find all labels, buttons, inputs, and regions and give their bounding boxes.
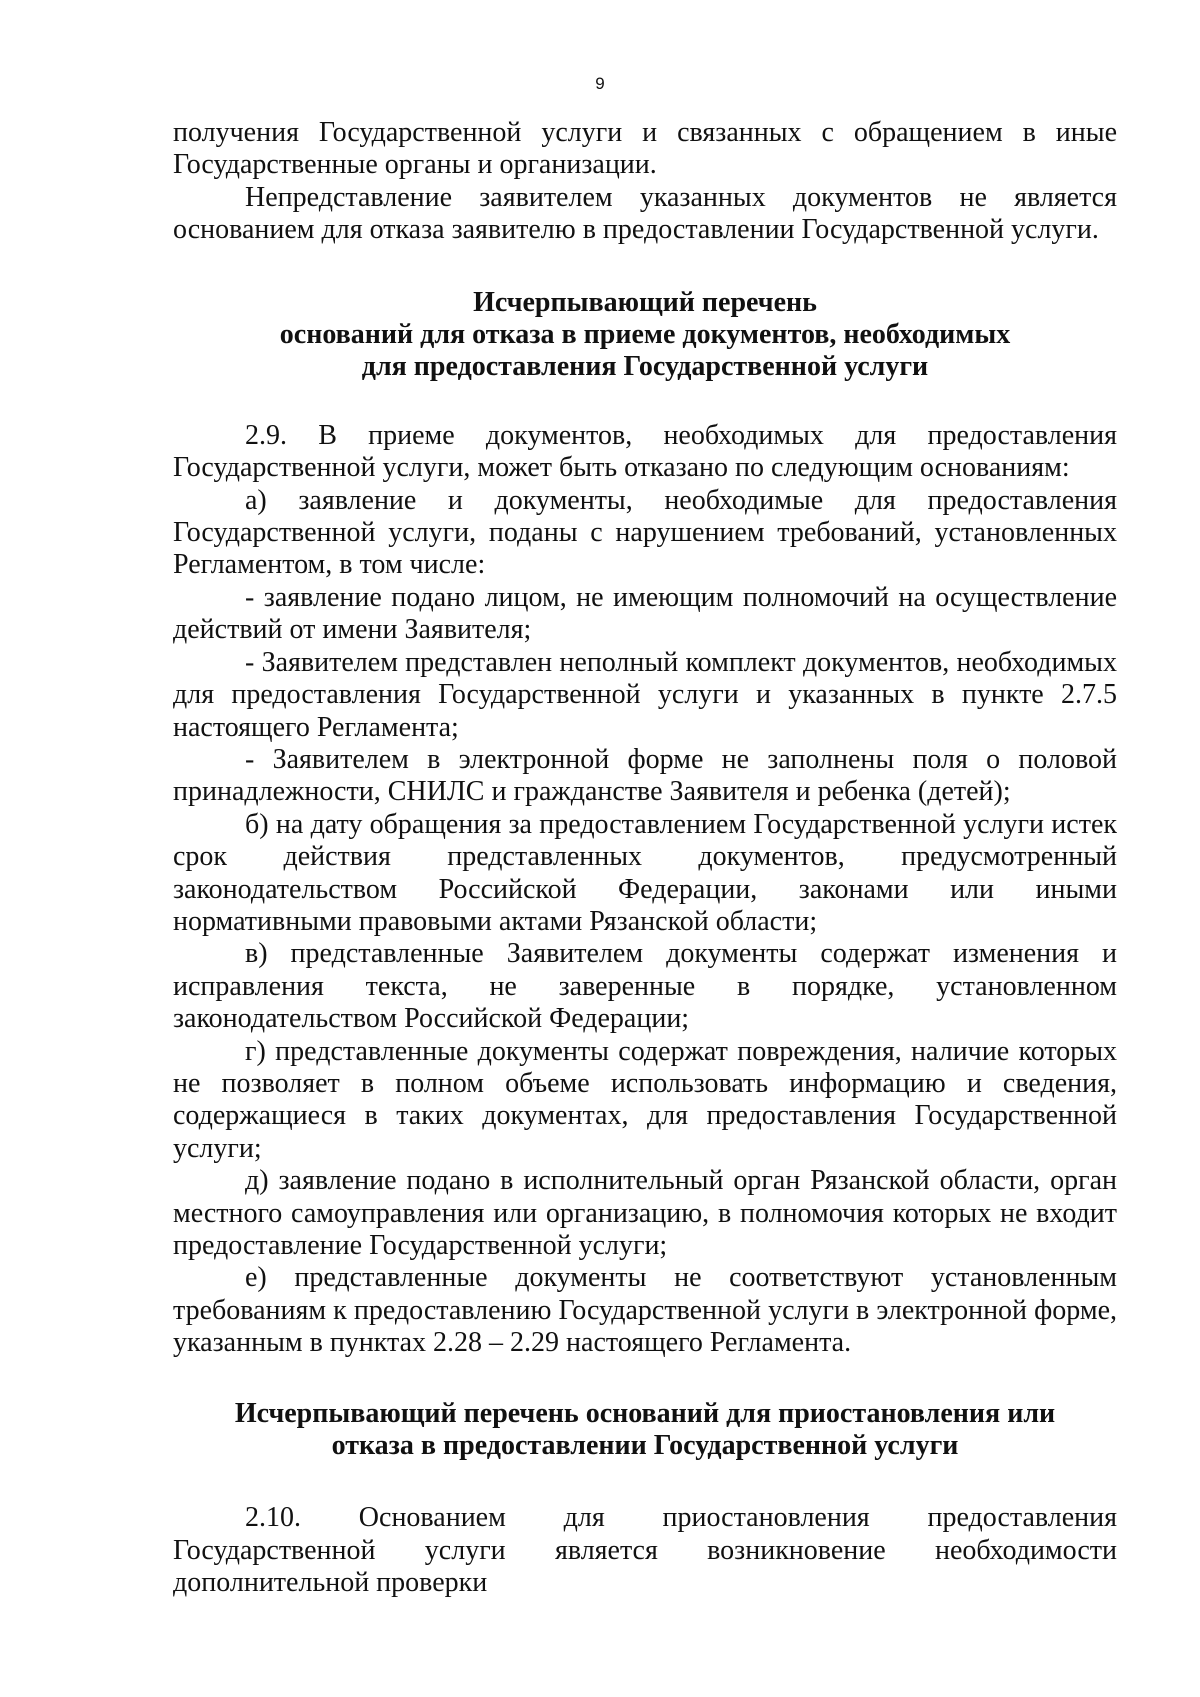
item-g: г) представленные документы содержат повреждения, наличие которых не позволяет в полном объеме использовать информацию и сведения, содержащиеся в таких документах, для предоставления Государственной услуги; (173, 1035, 1117, 1164)
item-a-dash-3: - Заявителем в электронной форме не заполнены поля о половой принадлежности, СНИЛС и гражданстве Заявителя и ребенка (детей); (173, 743, 1117, 808)
heading-line: оснований для отказа в приеме документов, необходимых (279, 319, 1011, 351)
intro-paragraph: Непредставление заявителем указанных документов не является основанием для отказа заявителю в предоставлении Государственной услуги. (173, 181, 1117, 246)
section-heading-refusal-of-documents (173, 287, 1117, 384)
intro-paragraph-continued: получения Государственной услуги и связанных с обращением в иные Государственные органы и организации. (173, 117, 1117, 181)
item-v: в) представленные Заявителем документы содержат изменения и исправления текста, не заверенные в порядке, установленном законодательством Российской Федерации; (173, 938, 1117, 1035)
item-d: д) заявление подано в исполнительный орган Рязанской области, орган местного самоуправления или организацию, в полномочия которых не входит предоставление Государственной услуги; (173, 1165, 1117, 1261)
heading-line: отказа в предоставлении Государственной услуги (331, 1430, 959, 1462)
document-body (173, 117, 1117, 1600)
item-a: а) заявление и документы, необходимые для предоставления Государственной услуги, поданы с нарушением требований, установленных Регламентом, в том числе: (173, 484, 1117, 581)
heading-line: для предоставления Государственной услуги (361, 351, 929, 383)
item-a-dash-1: - заявление подано лицом, не имеющим полномочий на осуществление действий от имени Заявителя; (173, 581, 1117, 646)
page-number: 9 (595, 74, 605, 93)
item-e: е) представленные документы не соответствуют установленным требованиям к предоставлению Государственной услуги в электронной форме, указанным в пунктах 2.28 – 2.29 настоящего Регламента. (173, 1262, 1117, 1359)
item-b: б) на дату обращения за предоставлением Государственной услуги истек срок действия представленных документов, предусмотренный законодательством Российской Федерации, законами или иными нормативными правовыми актами Рязанской области; (173, 808, 1117, 937)
clause-2-9: 2.9. В приеме документов, необходимых для предоставления Государственной услуги, может быть отказано по следующим основаниям: (173, 419, 1117, 484)
clause-2-10: 2.10. Основанием для приостановления предоставления Государственной услуги является возникновение необходимости дополнительной проверки (173, 1502, 1117, 1599)
item-a-dash-2: - Заявителем представлен неполный комплект документов, необходимых для предоставления Государственной услуги и указанных в пункте 2.7.5 настоящего Регламента; (173, 646, 1117, 743)
section-heading-suspension-or-refusal (173, 1398, 1117, 1463)
heading-line: Исчерпывающий перечень (473, 286, 817, 318)
heading-line: Исчерпывающий перечень оснований для приостановления или (234, 1397, 1056, 1429)
